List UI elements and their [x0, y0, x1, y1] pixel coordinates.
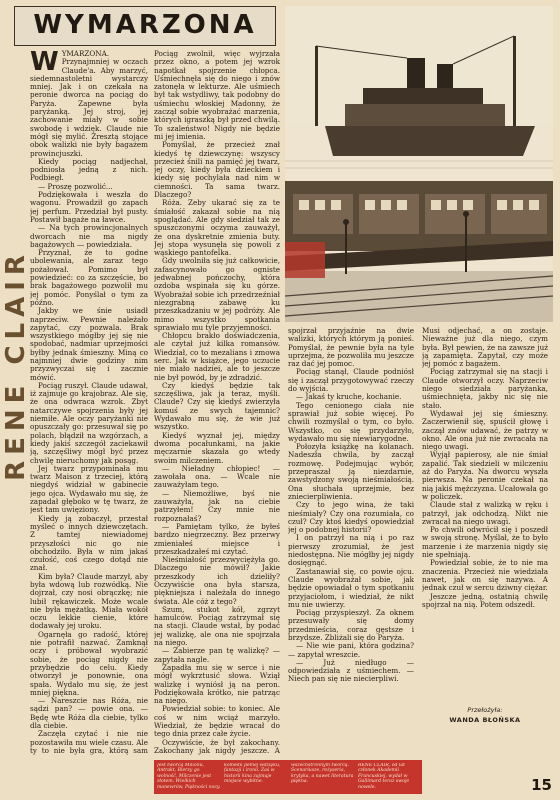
translator-name: WANDA BŁOŃSKA: [449, 716, 521, 724]
strip-cell: RENÉ CLAIR, od lat członek Akademii Francuskiej, wydał w Gallimard teraz swoje nowele.: [358, 763, 410, 790]
paragraph: Jakby we śnie usiadł naprzeciw. Pewnie należało zapytać, czy pozwala. Brak wszystkiego mógłby jej się nie spodobać, nadmiar uprzejmości byłby jednak śmieszny. Miną co najmniej dwie godziny nim przyzwyczai się i zacznie mówić.: [30, 306, 148, 382]
author-vertical: [3, 250, 29, 480]
paragraph: Zapadła mu się w serce i nie mógł wykrztusić słowa. Wziął walizkę i wyniósł ją na peron. Podziękowała krótko, nie patrząc na niego.: [154, 662, 280, 706]
paragraph: Czy to jego wina, że taki nieśmiały? Czy ona rozumiała, co czuł? Czy ktoś kiedyś opowiedział jej o podobnej historii?: [288, 500, 414, 535]
story-title-box: [14, 6, 276, 46]
paragraph: spojrzał przyjaźnie na dwie walizki, których którym ją ponieś. Pomyślał, że pewnie była na tyle uprzejma, że pozwoliła mu jeszcze raz dać jej pomoc.: [288, 327, 414, 369]
paragraph: — Niemożliwe, byś nie zauważyła, jak na ciebie patrzyłem! Czy mnie nie rozpoznałaś?: [154, 488, 280, 523]
translator-credit: [430, 706, 540, 724]
paragraph: Podziękowała i weszła do wagonu. Prowadził go zapach jej perfum. Przedział był pusty. Postawił bagaże na ławce.: [30, 190, 148, 224]
train-cars: [285, 181, 553, 251]
paragraph: I on patrzył na nią i po raz pierwszy zrozumiał, że jest niedostępna. Nie mógłby jej nigdy dosięgnąć.: [288, 533, 414, 568]
paragraph: — Nareszcie nas Róża, nie sądzi pan? — powie ona. — Będę wte Róża dla ciebie, tylko dla ciebie.: [30, 696, 148, 731]
text-column-3: [288, 327, 414, 757]
paragraph: Pociąg ruszył. Claude udawał, iż zajmuje go krajobraz. Ale się, że ona odwraca wzrok. Zbyt natarczywe spojrzenia były jej niemiłe. Ale oczy paryżanki nie opuszczały go: przesuwał się po polach, błądził na wzgórzach, a kiedy jakiś szczegół zaciekawił ją, szczęśliwy mógł być przez chwilę nieruchomy jak posąg.: [30, 380, 148, 465]
paragraph: Jeszcze jedną, ostatnią chwilę spojrzał na nią. Potem odszedł.: [422, 591, 548, 609]
author-name: RENE CLAIR: [1, 249, 31, 481]
paragraph: Kiedy ją zobaczył, przestał myśleć o innych dziewczętach. Z tamtej niewiadomej przyszłości nic go nie obchodziło. Była w nim jakaś czułość, coś czego dotąd nie znał.: [30, 513, 148, 573]
paragraph: Pociąg zwolnił, więc wyjrzała przez okno, a potem jej wzrok napotkał spojrzenie chłopca. Uśmiechnęła się do niego i znów zatonęła w lekturze. Ale uśmiech był tak wstydliwy, tak podobny do uśmiechu włoskiej Madonny, że zaczął sobie wyobrażać marzenia, których igraszką był przed chwilą. To szaleństwo! Nigdy nie będzie mi jej imienia.: [154, 50, 280, 141]
paragraph: — Proszę pozwolić...: [38, 181, 113, 191]
paragraph: Gdy uwolniła się już całkowicie, zafascynowało go ogniste jedwabnej pończochy, która ozdoba wspinała się ku górze. Wyobrażał sobie ich przedrzeźniał niezgrabną zabawę ku przeszkadzaniu w jej podróży. Ale mimo wszystko spotkania sprawiało mu tyle przyjemności.: [154, 256, 280, 332]
paragraph: Pociąg zatrzymał się na stacji i Claude otworzył oczy. Naprzeciw niego siedziała paryżanka, uśmiechnięta, jakby nic się nie stało.: [422, 367, 548, 410]
text-column-2: [154, 50, 280, 755]
paragraph: Pociąg stanął, Claude podniósł się i zaczął przygotowywać rzeczy do wyjścia.: [288, 367, 414, 394]
paragraph: Szum, stukot kół, zgrzyt hamulców. Pociąg zatrzymał się na stacji. Claude wstał, by podać jej walizkę, ale ona nie spojrzała na niego.: [154, 604, 280, 648]
paragraph: — Nieładny chłopiec! — zawołała ona. — Wcale nie zauważyłam tego.: [154, 463, 280, 490]
paragraph: — Zabierze pan tę walizkę? — zapytała nagle.: [154, 646, 280, 664]
paragraph: Chłopcu brakło doświadczenia, ale czytał już kilka romansów. Wiedział, co to mezalians i zmowa serc. Jak w książce, jego uczucie nie miało nadziei, ale to jeszcze nie był powód, by je zdradzić.: [154, 331, 280, 382]
translator-label: Przełożyła:: [467, 706, 503, 714]
paragraph: Nieśmiałość przezwyciężyła go. Dlaczego nie mówił? Jakie przeszkody ich dzieliły? Oczywiście ona była starsza, piękniejsza i należała do innego świata. Ale cóż z tego?: [154, 555, 280, 606]
illustration-harbor: [285, 6, 553, 322]
paragraph: Oczywiście, że był zakochany. Zakochany jak nigdy jeszcze. A: [154, 737, 280, 755]
strip-cell: komedii pełnej wdzięku, fantazji i ironii. Zaś w historii kina zajmuje miejsce wybitne.: [224, 763, 281, 785]
paragraph: Kiedyś wyznał jej, między dwoma pocałunkami, na jakie męczarnie skazała go wtedy swoim milczeniem.: [154, 430, 280, 465]
paragraph: Powiedział sobie: to koniec. Ale coś w nim wciąż marzyło. Wiedział, że będzie wracał do tego dnia przez całe życie.: [154, 704, 280, 739]
paragraph: Kiedy pociąg nadjechał, podniosła jedną z nich. Podbiegł.: [30, 156, 148, 183]
text-column-4: [422, 327, 548, 707]
drop-cap: W: [30, 50, 59, 77]
paragraph: Wyjął papierosy, ale nie śmiał zapalić. Tak siedzieli w milczeniu aż do Paryża. Na dworcu wyszła pierwsza. Na peronie czekał na nią jakiś mężczyzna. Ucałowała go w policzek.: [422, 450, 548, 501]
paragraph: — Nie wie pani, która godzina? — zapytał wreszcie.: [288, 641, 414, 659]
paragraph: Pomyślał, że przecież znał kiedyś tę dziewczynę: wszyscy przecież śnili na pamięć jej twarz, jej oczy, kiedy była dzieckiem i kiedy się pochylała nad nim w ciemności. Ta sama twarz. Dlaczego?: [154, 140, 280, 200]
paragraph: Claude stał z walizką w ręku i patrzył, jak odchodzą. Nikt nie zwracał na niego uwagi.: [422, 500, 548, 526]
paragraph: Musi odjechać, a on zostaje. Nieważne już dla niego, czym była. Był pewien, że na zawsze już ją zapamięta. Zapytał, czy może jej pomóc z bagażem.: [422, 327, 548, 369]
story-title: WYMARZONA: [33, 10, 257, 40]
paragraph: Ogarnęła go radość, której nie potrafił nazwać. Zamknął oczy i próbował wyobrazić sobie, że pociąg nigdy nie przybędzie do celu. Kiedy otworzył je ponownie, ona spała. Wydało mu się, że jest mniej piękna.: [30, 629, 148, 697]
paragraph: YMARZONA. Przynajmniej w oczach Claude'a. Aby marzyć, siedemnastoletni wystarczy mniej. Jak i on czekała na peronie dworca na pociąg do Paryża. Zapewne była paryżanką. Jej stroj, jej zachowanie miały w sobie swobodę i wdzięk. Claude nie mógł się mylić. Zresztą stojące obok walizki nie były bagażem prowincjuszki.: [30, 50, 148, 158]
page-number: 15: [531, 776, 552, 794]
text-column-1: [30, 50, 148, 755]
paragraph: Pociąg przyspieszył. Za oknem przesuwały się domy przedmieścia, coraz gęstsze i brzydsze. Zbliżali się do Paryża.: [288, 608, 414, 642]
paragraph: — Na tych prowincjonalnych dworcach nie ma nigdy bagażowych — powiedziała.: [30, 223, 148, 249]
paragraph: Jej twarz przypominała mu twarz Maison z trzeciej, którą niegdyś widział w gabinecie jego ojca. Wydawało mu się, że zapadał głęboko w tę twarz, że jest tam uwięziony.: [30, 463, 148, 515]
paragraph: Zaczęła czytać i nie nie pozostawiła mu wiele czasu. Ale ty to nie była gra, którą sam: [30, 729, 148, 755]
paragraph: — Już niedługo — odpowiedziała z uśmiechem. — Niech pan się nie niecierpliwi.: [288, 657, 414, 684]
paragraph: Wydawał jej się śmieszny. Zaczerwienił się, spuścił głowę i zaczął znów udawać, że patrzy w okno. Ale ona już nie zwracała na niego uwagi.: [422, 408, 548, 452]
paragraph: Przyznał, że to godne ubolewania, ale zaraz tego pożałował. Pomimo był powiedzieć: co za szczęście, bo brak bagażowego pozwolił mu jej pomóc. Ponyślał o tym za późno.: [30, 248, 148, 307]
strip-cell: Jest twórcą Milionu, Antrakt, Bierzy go wolność, Milczenie jest złotem. Wielkich manewrów, Piękności nocy.: [157, 763, 221, 790]
paragraph: Połozyła książkę na kolanach. Nadeszła chwila, by zaczął rozmowę. Podejmując wybór, przepraszał ją niezdarnie, zawstydzony swoją nieśmiałością. Ona słuchała uprzejmie, bez zniecierpliwienia.: [288, 442, 414, 501]
harbor-illustration-svg: [285, 6, 553, 322]
paragraph: — Pamiętam tylko, że byłeś bardzo niegrzeczny. Bez przerwy zmieniałeś miejsce i przeszkadzałeś mi czytać.: [154, 521, 280, 556]
paragraph: Kim była? Claude marzył, aby była wdową lub rozwódką. Nie dojrzał, czy nosi obrączkę; nie lubił rękawiczek. Może wcale nie była mężatką. Miała wokół oczu lekkie cienie, które dodawały jej uroku.: [30, 571, 148, 631]
strip-cell: wszechstronnym twórcą. Scenariusze, reżyseria, krytyka, a nawet literatura piękna.: [291, 763, 354, 785]
paragraph: Zastanawiał się, co powie ojcu. Claude wyobrażał sobie, jak będzie opowiadał o tym spotkaniu przyjaciołom, i wiedział, że nikt mu nie uwierzy.: [288, 566, 414, 609]
paragraph: Po chwili odwrócił się i poszedł w swoją stronę. Myślał, że to było marzenie i że marzenia nigdy się nie spełniają.: [422, 525, 548, 560]
paragraph: Róża. Zeby ukarać się za te śmiałość zakazał sobie na nią spoglądać. Ale gdy siedział tak ze spuszczonymi oczyma zauważył, że ona dyskretnie zmienia buty. Jej stopa wysunęła się powoli z wąskiego pantofelka.: [154, 198, 280, 258]
paragraph: — Jakaś ty kruche, kochanie.: [296, 392, 402, 402]
author-info-strip: [154, 760, 422, 794]
paragraph: Powiedział sobie, że to nie ma znaczenia. Przecież nie wiedziała nawet, jak on się nazywa. A jednak czuł w sercu dziwny ciężar.: [422, 558, 548, 593]
paragraph: Czy kiedyś będzie tak szczęśliwa, jak ja teraz, myśli. Claude? Czy się kiedyś zwierzyła komuś ze swych tajemnic? Wydawało mu się, że wie już wszystko.: [154, 380, 280, 432]
paragraph: Tego cenionego ciała nie sprawiał już sobie więcej. Po chwili rozmyślał o tym, co było. Wszystko, co się przydarzyło, wydawało mu się niewiarygodne.: [288, 400, 414, 443]
